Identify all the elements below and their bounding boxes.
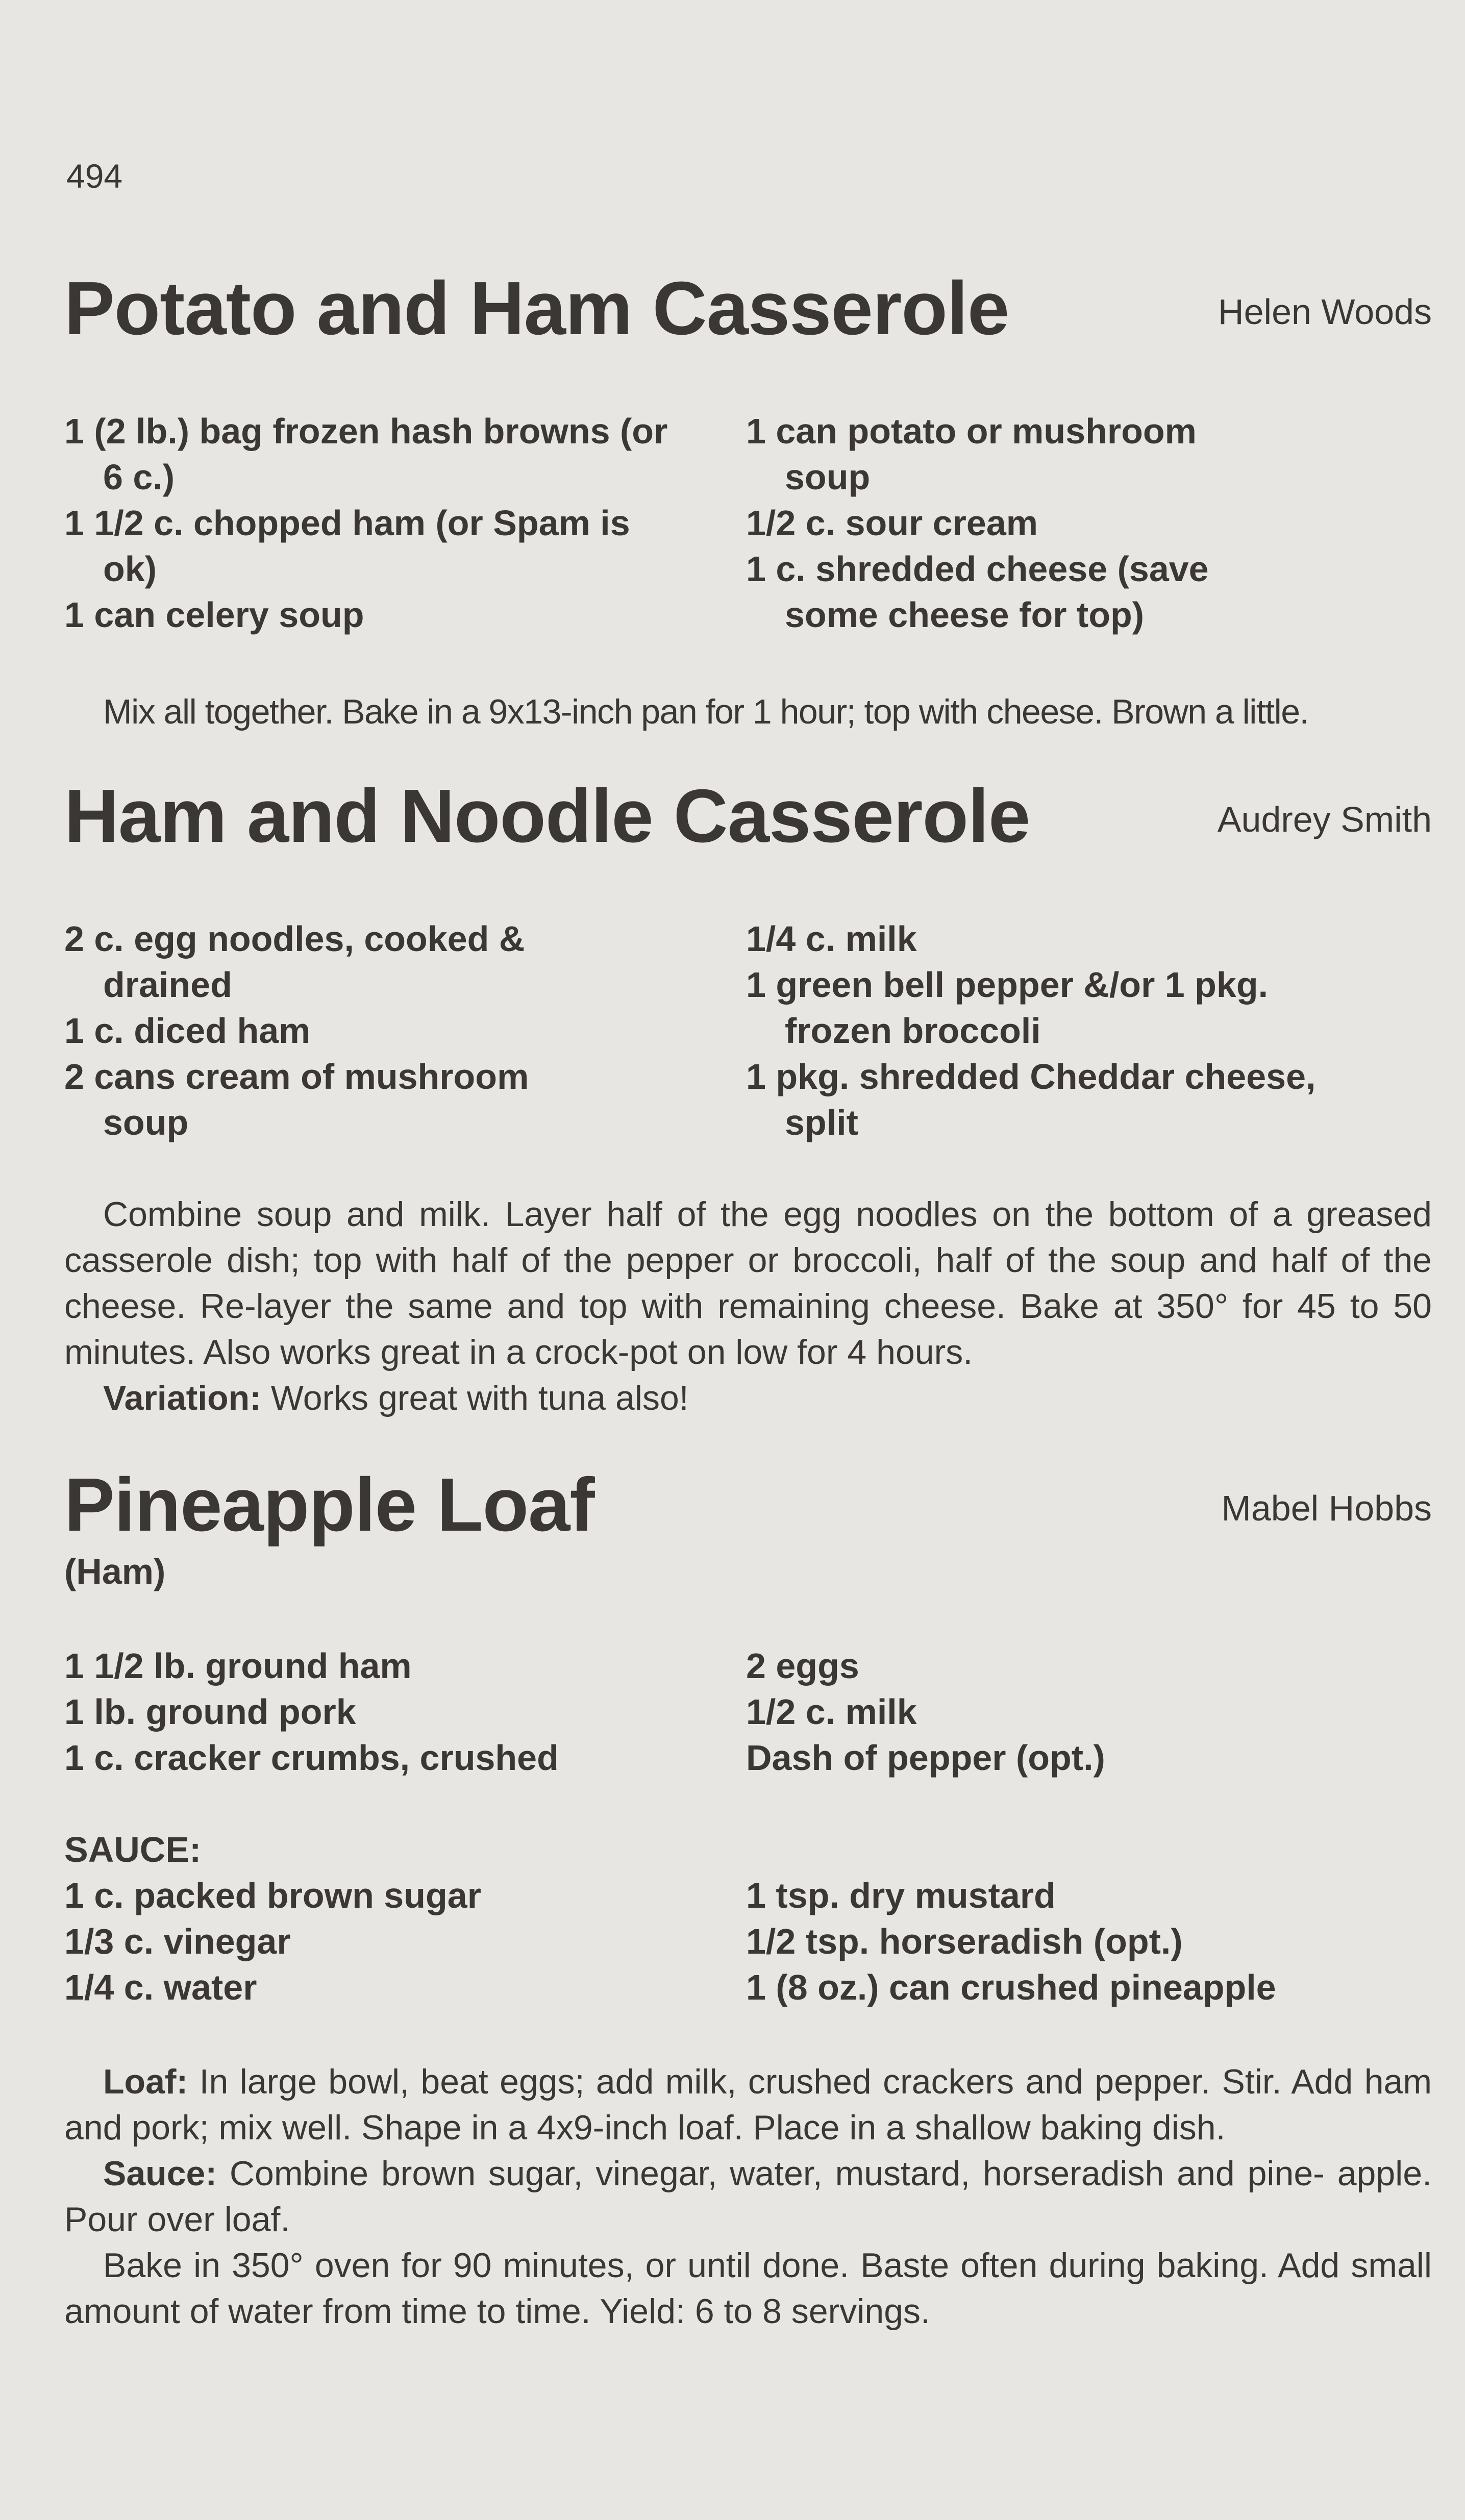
ingredient: 1 c. diced ham bbox=[64, 1011, 311, 1051]
ingredient: 1 can celery soup bbox=[64, 595, 364, 635]
ingredient: 1 lb. ground pork bbox=[64, 1692, 356, 1732]
ingredient-column-right bbox=[746, 916, 1432, 1145]
loaf-directions bbox=[64, 2059, 1432, 2151]
recipe-title: Potato and Ham Casserole bbox=[64, 266, 1009, 351]
page-number: 494 bbox=[66, 157, 123, 195]
ingredient-list bbox=[64, 1643, 1432, 1781]
ingredient: 1 c. shredded cheese (save some cheese for top) bbox=[746, 549, 1209, 635]
directions: Combine soup and milk. Layer half of the egg noodles on the bottom of a greased casserole dish; top with half of the pepper or broccoli, half of the soup and half of the cheese. Re-layer the same and top with remaining cheese. Bake at 350° for 45 to 50 minutes. Also works great in a crock-pot on low for 4 hours. bbox=[64, 1195, 1432, 1371]
sauce-directions-label: Sauce: bbox=[103, 2154, 217, 2193]
ingredient: 1/2 tsp. horseradish (opt.) bbox=[746, 1922, 1183, 1961]
variation-label: Variation: bbox=[103, 1379, 261, 1417]
sauce-directions bbox=[64, 2151, 1432, 2242]
recipe-author: Helen Woods bbox=[1218, 292, 1432, 332]
ingredient: 2 cans cream of mushroom soup bbox=[64, 1057, 529, 1142]
ingredient: Dash of pepper (opt.) bbox=[746, 1738, 1105, 1778]
ingredient: 1 (8 oz.) can crushed pineapple bbox=[746, 1967, 1276, 2007]
ingredient: 1/2 c. milk bbox=[746, 1692, 917, 1732]
variation-note bbox=[64, 1375, 1432, 1421]
ingredient-column-left bbox=[64, 916, 746, 1145]
recipe-title: Pineapple Loaf bbox=[64, 1463, 594, 1547]
ingredient: 1 c. packed brown sugar bbox=[64, 1876, 481, 1915]
sauce-column-left bbox=[64, 1873, 746, 2010]
ingredient-column-left bbox=[64, 408, 746, 638]
sauce-heading: SAUCE: bbox=[64, 1830, 202, 1869]
ingredient: 1 can potato or mushroom soup bbox=[746, 411, 1197, 497]
ingredient: 1 (2 lb.) bag frozen hash browns (or 6 c.) bbox=[64, 411, 668, 497]
ingredient: 1/4 c. water bbox=[64, 1967, 257, 2007]
recipe-header bbox=[64, 265, 1432, 352]
ingredient: 1/4 c. milk bbox=[746, 919, 917, 959]
recipe-potato-ham-casserole bbox=[64, 265, 1432, 735]
ingredient-list bbox=[64, 408, 1432, 638]
ingredient-column-right bbox=[746, 408, 1432, 638]
bake-directions: Bake in 350° oven for 90 minutes, or until done. Baste often during baking. Add small amount of water from time to time. Yield: 6 to 8 servings. bbox=[64, 2246, 1432, 2331]
recipe-title: Ham and Noodle Casserole bbox=[64, 774, 1030, 858]
ingredient: 2 c. egg noodles, cooked & drained bbox=[64, 919, 525, 1005]
ingredient: 2 eggs bbox=[746, 1646, 859, 1686]
ingredient: 1 pkg. shredded Cheddar cheese, split bbox=[746, 1057, 1316, 1142]
variation-text: Works great with tuna also! bbox=[270, 1379, 689, 1417]
recipe-author: Audrey Smith bbox=[1217, 800, 1432, 839]
ingredient: 1 1/2 c. chopped ham (or Spam is ok) bbox=[64, 503, 630, 589]
recipe-ham-noodle-casserole bbox=[64, 773, 1432, 1421]
ingredient-column-left bbox=[64, 1643, 746, 1781]
ingredient-column-right bbox=[746, 1643, 1432, 1781]
ingredient: 1/2 c. sour cream bbox=[746, 503, 1038, 543]
recipe-author: Mabel Hobbs bbox=[1221, 1488, 1432, 1528]
directions: Mix all together. Bake in a 9x13-inch pan for 1 hour; top with cheese. Brown a little. bbox=[103, 692, 1308, 731]
ingredient: 1 1/2 lb. ground ham bbox=[64, 1646, 412, 1686]
ingredient: 1 green bell pepper &/or 1 pkg. frozen broccoli bbox=[746, 965, 1269, 1051]
loaf-text: In large bowl, beat eggs; add milk, crushed crackers and pepper. Stir. Add ham and pork; mix well. Shape in a 4x9-inch loaf. Place in a shallow baking dish. bbox=[64, 2062, 1432, 2147]
ingredient: 1 tsp. dry mustard bbox=[746, 1876, 1056, 1915]
ingredient-list bbox=[64, 916, 1432, 1145]
ingredient: 1/3 c. vinegar bbox=[64, 1922, 291, 1961]
loaf-label: Loaf: bbox=[103, 2062, 188, 2101]
sauce-column-right bbox=[746, 1873, 1432, 2010]
recipe-header bbox=[64, 1462, 1432, 1549]
sauce-directions-text: Combine brown sugar, vinegar, water, mustard, horseradish and pine- apple. Pour over loaf. bbox=[64, 2154, 1432, 2239]
ingredient: 1 c. cracker crumbs, crushed bbox=[64, 1738, 559, 1778]
recipe-subtitle: (Ham) bbox=[64, 1552, 166, 1591]
sauce-ingredient-list bbox=[64, 1873, 1432, 2010]
recipe-header bbox=[64, 773, 1432, 860]
recipe-pineapple-loaf bbox=[64, 1462, 1432, 2334]
